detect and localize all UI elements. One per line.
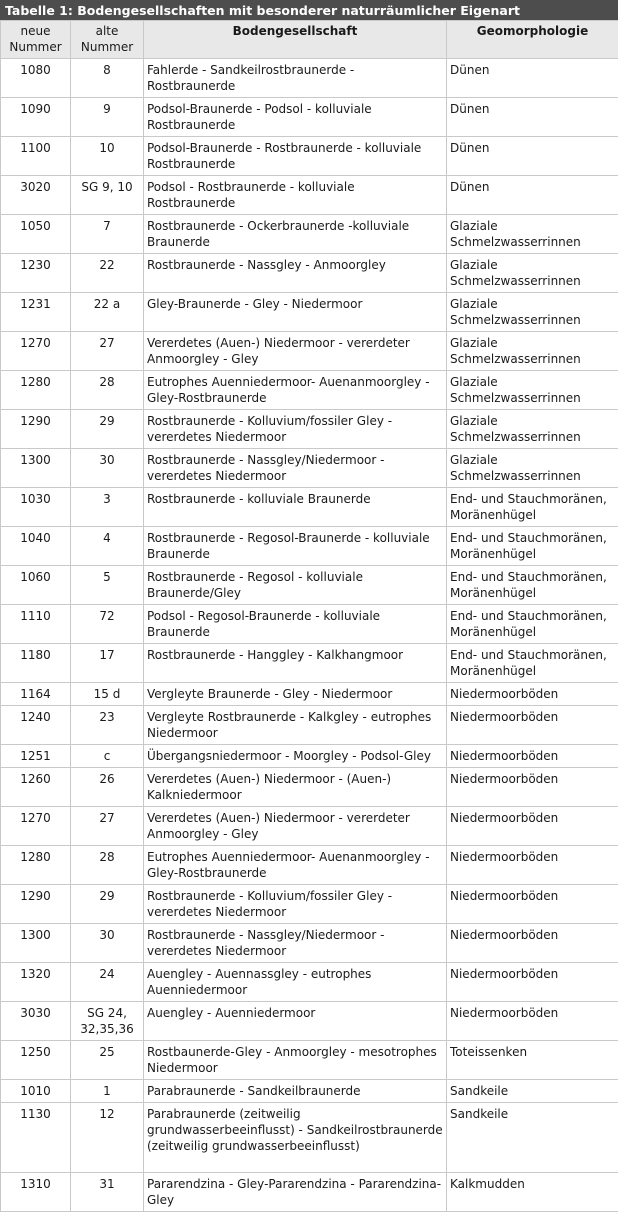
cell-alte-nummer: 22 a — [71, 293, 144, 332]
header-alte-nummer: alte Nummer — [71, 21, 144, 59]
cell-geomorphologie: Niedermoorböden — [447, 807, 618, 846]
cell-bodengesellschaft: Rostbraunerde - Nassgley/Niedermoor - vererdetes Niedermoor — [144, 449, 447, 488]
table-row — [1, 1002, 618, 1041]
cell-alte-nummer: 3 — [71, 488, 144, 527]
cell-bodengesellschaft: Parabraunerde - Sandkeilbraunerde — [144, 1080, 447, 1103]
cell-bodengesellschaft: Rostbraunerde - Nassgley - Anmoorgley — [144, 254, 447, 293]
cell-geomorphologie: Niedermoorböden — [447, 683, 618, 706]
cell-alte-nummer: 31 — [71, 1172, 144, 1211]
table-row — [1, 137, 618, 176]
cell-geomorphologie: End- und Stauchmoränen, Moränenhügel — [447, 488, 618, 527]
cell-alte-nummer: 29 — [71, 885, 144, 924]
cell-bodengesellschaft: Auengley - Auennassgley - eutrophes Auenniedermoor — [144, 963, 447, 1002]
table-row — [1, 924, 618, 963]
cell-neue-nummer: 1010 — [1, 1080, 71, 1103]
cell-neue-nummer: 1080 — [1, 59, 71, 98]
cell-geomorphologie: Sandkeile — [447, 1103, 618, 1173]
cell-bodengesellschaft: Fahlerde - Sandkeilrostbraunerde - Rostbraunerde — [144, 59, 447, 98]
cell-geomorphologie: Niedermoorböden — [447, 846, 618, 885]
cell-alte-nummer: 8 — [71, 59, 144, 98]
cell-geomorphologie: Glaziale Schmelzwasserrinnen — [447, 332, 618, 371]
cell-geomorphologie: Glaziale Schmelzwasserrinnen — [447, 449, 618, 488]
table-row — [1, 371, 618, 410]
cell-bodengesellschaft: Rostbraunerde - Kolluvium/fossiler Gley - vererdetes Niedermoor — [144, 410, 447, 449]
cell-alte-nummer: 24 — [71, 963, 144, 1002]
cell-neue-nummer: 1231 — [1, 293, 71, 332]
cell-bodengesellschaft: Pararendzina - Gley-Pararendzina - Pararendzina-Gley — [144, 1172, 447, 1211]
cell-geomorphologie: End- und Stauchmoränen, Moränenhügel — [447, 605, 618, 644]
cell-geomorphologie: Niedermoorböden — [447, 706, 618, 745]
cell-alte-nummer: SG 24, 32,35,36 — [71, 1002, 144, 1041]
cell-geomorphologie: Glaziale Schmelzwasserrinnen — [447, 254, 618, 293]
cell-bodengesellschaft: Rostbraunerde - Hanggley - Kalkhangmoor — [144, 644, 447, 683]
cell-geomorphologie: Dünen — [447, 137, 618, 176]
cell-neue-nummer: 1270 — [1, 807, 71, 846]
table-row — [1, 449, 618, 488]
cell-bodengesellschaft: Vererdetes (Auen-) Niedermoor - (Auen-) Kalkniedermoor — [144, 768, 447, 807]
cell-bodengesellschaft: Vergleyte Rostbraunerde - Kalkgley - eutrophes Niedermoor — [144, 706, 447, 745]
header-geomorphologie: Geomorphologie — [447, 21, 618, 59]
cell-neue-nummer: 1100 — [1, 137, 71, 176]
cell-neue-nummer: 1164 — [1, 683, 71, 706]
cell-alte-nummer: 27 — [71, 807, 144, 846]
table-row — [1, 745, 618, 768]
table-row — [1, 644, 618, 683]
cell-neue-nummer: 3020 — [1, 176, 71, 215]
cell-alte-nummer: 28 — [71, 371, 144, 410]
cell-neue-nummer: 1090 — [1, 98, 71, 137]
table-row — [1, 963, 618, 1002]
table-row — [1, 807, 618, 846]
table-row — [1, 254, 618, 293]
table-row — [1, 1103, 618, 1173]
table-row — [1, 1041, 618, 1080]
cell-neue-nummer: 1180 — [1, 644, 71, 683]
table-row — [1, 488, 618, 527]
table-row — [1, 215, 618, 254]
cell-alte-nummer: 25 — [71, 1041, 144, 1080]
cell-geomorphologie: End- und Stauchmoränen, Moränenhügel — [447, 644, 618, 683]
cell-alte-nummer: 30 — [71, 449, 144, 488]
cell-alte-nummer: 22 — [71, 254, 144, 293]
cell-bodengesellschaft: Rostbaunerde-Gley - Anmoorgley - mesotrophes Niedermoor — [144, 1041, 447, 1080]
cell-geomorphologie: Niedermoorböden — [447, 924, 618, 963]
cell-bodengesellschaft: Podsol-Braunerde - Podsol - kolluviale Rostbraunerde — [144, 98, 447, 137]
cell-neue-nummer: 1110 — [1, 605, 71, 644]
cell-geomorphologie: Niedermoorböden — [447, 745, 618, 768]
table-row — [1, 293, 618, 332]
table-row — [1, 410, 618, 449]
cell-bodengesellschaft: Vergleyte Braunerde - Gley - Niedermoor — [144, 683, 447, 706]
table-row — [1, 605, 618, 644]
cell-geomorphologie: Niedermoorböden — [447, 885, 618, 924]
header-row — [1, 21, 618, 59]
soil-table — [0, 20, 618, 1212]
cell-neue-nummer: 1050 — [1, 215, 71, 254]
cell-alte-nummer: 7 — [71, 215, 144, 254]
cell-neue-nummer: 1251 — [1, 745, 71, 768]
cell-bodengesellschaft: Parabraunerde (zeitweilig grundwasserbeeinflusst) - Sandkeilrostbraunerde (zeitweilig grundwasserbeeinflusst) — [144, 1103, 447, 1173]
cell-bodengesellschaft: Podsol-Braunerde - Rostbraunerde - kolluviale Rostbraunerde — [144, 137, 447, 176]
table-caption: Tabelle 1: Bodengesellschaften mit besonderer naturräumlicher Eigenart — [0, 0, 618, 20]
cell-alte-nummer: 10 — [71, 137, 144, 176]
cell-geomorphologie: Toteissenken — [447, 1041, 618, 1080]
table-body — [1, 59, 618, 1212]
cell-neue-nummer: 1030 — [1, 488, 71, 527]
cell-alte-nummer: 30 — [71, 924, 144, 963]
cell-bodengesellschaft: Rostbraunerde - Regosol - kolluviale Braunerde/Gley — [144, 566, 447, 605]
cell-geomorphologie: Niedermoorböden — [447, 1002, 618, 1041]
cell-alte-nummer: 1 — [71, 1080, 144, 1103]
cell-neue-nummer: 1300 — [1, 924, 71, 963]
cell-bodengesellschaft: Rostbraunerde - Nassgley/Niedermoor - vererdetes Niedermoor — [144, 924, 447, 963]
cell-bodengesellschaft: Auengley - Auenniedermoor — [144, 1002, 447, 1041]
cell-bodengesellschaft: Rostbraunerde - kolluviale Braunerde — [144, 488, 447, 527]
cell-bodengesellschaft: Eutrophes Auenniedermoor- Auenanmoorgley - Gley-Rostbraunerde — [144, 371, 447, 410]
table-row — [1, 683, 618, 706]
cell-neue-nummer: 1060 — [1, 566, 71, 605]
table-row — [1, 706, 618, 745]
cell-bodengesellschaft: Podsol - Regosol-Braunerde - kolluviale Braunerde — [144, 605, 447, 644]
table-row — [1, 1080, 618, 1103]
cell-geomorphologie: Glaziale Schmelzwasserrinnen — [447, 293, 618, 332]
cell-alte-nummer: 26 — [71, 768, 144, 807]
cell-neue-nummer: 1290 — [1, 410, 71, 449]
cell-alte-nummer: 5 — [71, 566, 144, 605]
cell-alte-nummer: 4 — [71, 527, 144, 566]
cell-bodengesellschaft: Rostbraunerde - Kolluvium/fossiler Gley - vererdetes Niedermoor — [144, 885, 447, 924]
cell-geomorphologie: Dünen — [447, 59, 618, 98]
cell-alte-nummer: 12 — [71, 1103, 144, 1173]
cell-neue-nummer: 1310 — [1, 1172, 71, 1211]
table-row — [1, 527, 618, 566]
table-row — [1, 98, 618, 137]
cell-bodengesellschaft: Gley-Braunerde - Gley - Niedermoor — [144, 293, 447, 332]
cell-alte-nummer: SG 9, 10 — [71, 176, 144, 215]
table-row — [1, 176, 618, 215]
cell-alte-nummer: 15 d — [71, 683, 144, 706]
cell-alte-nummer: 23 — [71, 706, 144, 745]
cell-neue-nummer: 1280 — [1, 846, 71, 885]
cell-alte-nummer: 27 — [71, 332, 144, 371]
cell-bodengesellschaft: Vererdetes (Auen-) Niedermoor - vererdeter Anmoorgley - Gley — [144, 807, 447, 846]
cell-geomorphologie: Dünen — [447, 176, 618, 215]
table-row — [1, 1172, 618, 1211]
cell-alte-nummer: 17 — [71, 644, 144, 683]
cell-geomorphologie: End- und Stauchmoränen, Moränenhügel — [447, 566, 618, 605]
header-neue-nummer: neue Nummer — [1, 21, 71, 59]
cell-neue-nummer: 1280 — [1, 371, 71, 410]
cell-neue-nummer: 1260 — [1, 768, 71, 807]
cell-alte-nummer: 9 — [71, 98, 144, 137]
cell-geomorphologie: End- und Stauchmoränen, Moränenhügel — [447, 527, 618, 566]
table-row — [1, 885, 618, 924]
cell-alte-nummer: 72 — [71, 605, 144, 644]
cell-bodengesellschaft: Übergangsniedermoor - Moorgley - Podsol-Gley — [144, 745, 447, 768]
cell-neue-nummer: 1240 — [1, 706, 71, 745]
cell-geomorphologie: Niedermoorböden — [447, 768, 618, 807]
cell-bodengesellschaft: Podsol - Rostbraunerde - kolluviale Rostbraunerde — [144, 176, 447, 215]
cell-bodengesellschaft: Rostbraunerde - Regosol-Braunerde - kolluviale Braunerde — [144, 527, 447, 566]
table-row — [1, 59, 618, 98]
cell-alte-nummer: c — [71, 745, 144, 768]
cell-geomorphologie: Glaziale Schmelzwasserrinnen — [447, 410, 618, 449]
cell-bodengesellschaft: Eutrophes Auenniedermoor- Auenanmoorgley - Gley-Rostbraunerde — [144, 846, 447, 885]
cell-bodengesellschaft: Rostbraunerde - Ockerbraunerde -kolluviale Braunerde — [144, 215, 447, 254]
cell-geomorphologie: Glaziale Schmelzwasserrinnen — [447, 371, 618, 410]
cell-neue-nummer: 1270 — [1, 332, 71, 371]
cell-geomorphologie: Sandkeile — [447, 1080, 618, 1103]
cell-geomorphologie: Dünen — [447, 98, 618, 137]
cell-neue-nummer: 1130 — [1, 1103, 71, 1173]
cell-neue-nummer: 1300 — [1, 449, 71, 488]
cell-geomorphologie: Niedermoorböden — [447, 963, 618, 1002]
cell-geomorphologie: Kalkmudden — [447, 1172, 618, 1211]
table-row — [1, 768, 618, 807]
table-row — [1, 566, 618, 605]
cell-geomorphologie: Glaziale Schmelzwasserrinnen — [447, 215, 618, 254]
cell-neue-nummer: 1250 — [1, 1041, 71, 1080]
cell-neue-nummer: 1040 — [1, 527, 71, 566]
cell-neue-nummer: 3030 — [1, 1002, 71, 1041]
table-row — [1, 846, 618, 885]
cell-alte-nummer: 29 — [71, 410, 144, 449]
cell-bodengesellschaft: Vererdetes (Auen-) Niedermoor - vererdeter Anmoorgley - Gley — [144, 332, 447, 371]
cell-neue-nummer: 1230 — [1, 254, 71, 293]
table-row — [1, 332, 618, 371]
cell-alte-nummer: 28 — [71, 846, 144, 885]
cell-neue-nummer: 1320 — [1, 963, 71, 1002]
header-bodengesellschaft: Bodengesellschaft — [144, 21, 447, 59]
cell-neue-nummer: 1290 — [1, 885, 71, 924]
